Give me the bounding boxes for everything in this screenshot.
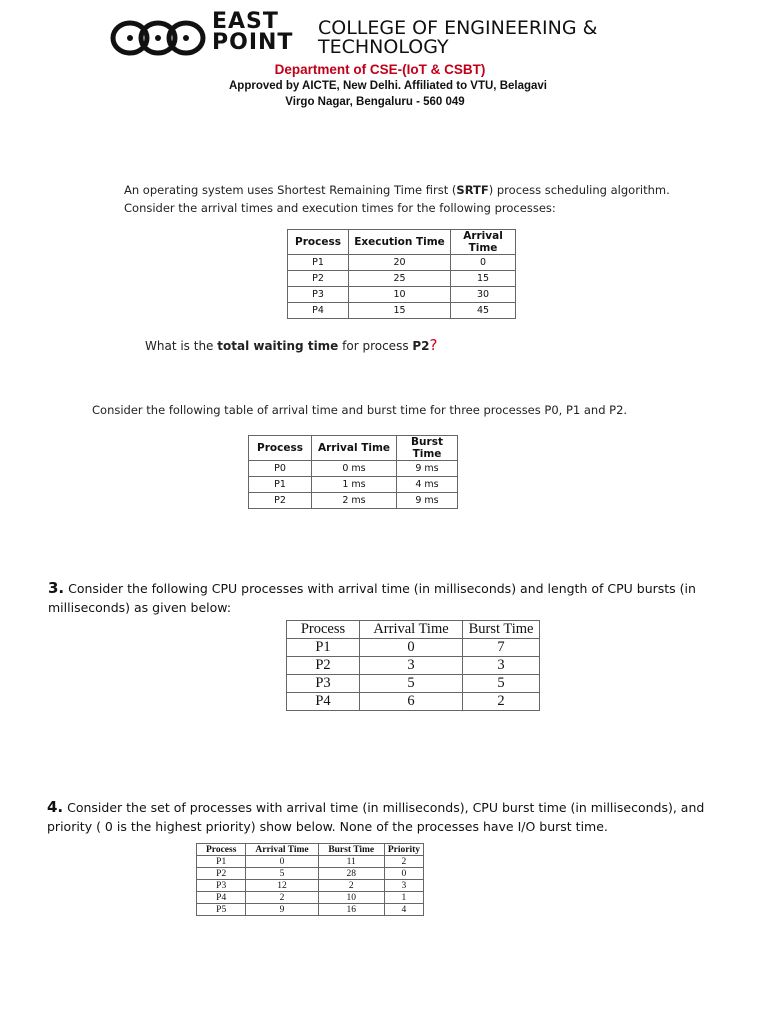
q1-table: [287, 229, 516, 319]
east-point-logo-icon: [110, 18, 206, 58]
table-cell: P1: [288, 255, 349, 271]
table-row: [249, 493, 458, 509]
college-name-line1: COLLEGE OF ENGINEERING &: [318, 17, 598, 39]
table-cell: 4 ms: [397, 477, 458, 493]
table-cell: 3: [360, 657, 463, 675]
table-header-cell: Arrival Time: [451, 230, 516, 255]
table-cell: 9 ms: [397, 461, 458, 477]
table-row: [288, 255, 516, 271]
table-cell: 0: [246, 856, 318, 868]
table-header-row: [249, 436, 458, 461]
table-cell: 1 ms: [312, 477, 397, 493]
table-cell: P0: [249, 461, 312, 477]
table-cell: 3: [463, 657, 540, 675]
table-cell: 0 ms: [312, 461, 397, 477]
q2-table: [248, 435, 458, 509]
table-cell: 0: [384, 868, 423, 880]
table-row: [197, 904, 424, 916]
table-cell: P4: [197, 892, 246, 904]
table-cell: 5: [463, 675, 540, 693]
table-cell: 6: [360, 693, 463, 711]
table-cell: P1: [287, 639, 360, 657]
table-cell: P1: [197, 856, 246, 868]
table-row: [197, 868, 424, 880]
table-cell: P2: [197, 868, 246, 880]
table-cell: 45: [451, 303, 516, 319]
table-header-cell: Process: [249, 436, 312, 461]
table-cell: 16: [318, 904, 384, 916]
table-row: [288, 271, 516, 287]
department-title: Department of CSE-(IoT & CSBT): [274, 62, 486, 77]
table-cell: 10: [349, 287, 451, 303]
table-header-cell: Priority: [384, 844, 423, 856]
q4-text-line1: 4. Consider the set of processes with arrival time (in milliseconds), CPU burst time (in milliseconds), and: [47, 798, 705, 816]
table-header-cell: Arrival Time: [360, 621, 463, 639]
table-row: [288, 303, 516, 319]
table-cell: 28: [318, 868, 384, 880]
table-cell: P2: [249, 493, 312, 509]
table-header-row: [288, 230, 516, 255]
table-cell: P1: [249, 477, 312, 493]
q1-intro-line1: An operating system uses Shortest Remaining Time first (SRTF) process scheduling algorithm.: [124, 183, 670, 197]
table-cell: 4: [384, 904, 423, 916]
table-cell: 20: [349, 255, 451, 271]
table-cell: 12: [246, 880, 318, 892]
table-cell: 5: [360, 675, 463, 693]
q3-table: [286, 620, 540, 711]
address-line: Virgo Nagar, Bengaluru - 560 049: [285, 96, 465, 108]
table-row: [287, 675, 540, 693]
brand-line2: POINT: [212, 30, 294, 55]
table-header-row: [287, 621, 540, 639]
table-header-cell: Process: [288, 230, 349, 255]
table-cell: P4: [288, 303, 349, 319]
table-header-cell: Process: [287, 621, 360, 639]
approval-line: Approved by AICTE, New Delhi. Affiliated to VTU, Belagavi: [229, 80, 547, 92]
table-row: [197, 892, 424, 904]
table-header-cell: Arrival Time: [246, 844, 318, 856]
table-row: [287, 639, 540, 657]
q1-question: What is the total waiting time for process P2?: [145, 336, 438, 354]
table-header-row: [197, 844, 424, 856]
table-header-cell: Process: [197, 844, 246, 856]
table-cell: P3: [288, 287, 349, 303]
table-cell: 3: [384, 880, 423, 892]
table-cell: 7: [463, 639, 540, 657]
table-header-cell: Burst Time: [318, 844, 384, 856]
q4-table: [196, 843, 424, 916]
table-cell: 2: [463, 693, 540, 711]
table-header-cell: Execution Time: [349, 230, 451, 255]
table-cell: 11: [318, 856, 384, 868]
table-row: [249, 477, 458, 493]
brand-line1: EAST: [212, 9, 279, 34]
table-cell: 10: [318, 892, 384, 904]
table-cell: 15: [451, 271, 516, 287]
table-row: [249, 461, 458, 477]
table-header-cell: Burst Time: [463, 621, 540, 639]
table-cell: 2 ms: [312, 493, 397, 509]
table-cell: 2: [318, 880, 384, 892]
table-cell: 1: [384, 892, 423, 904]
table-cell: 9 ms: [397, 493, 458, 509]
q3-text-line2: milliseconds) as given below:: [48, 600, 232, 615]
table-cell: P3: [287, 675, 360, 693]
table-cell: P4: [287, 693, 360, 711]
table-header-cell: Burst Time: [397, 436, 458, 461]
table-cell: 25: [349, 271, 451, 287]
table-cell: 2: [246, 892, 318, 904]
college-name-line2: TECHNOLOGY: [318, 36, 449, 58]
table-cell: 5: [246, 868, 318, 880]
table-cell: 2: [384, 856, 423, 868]
table-row: [197, 856, 424, 868]
q1-intro-line2: Consider the arrival times and execution times for the following processes:: [124, 201, 556, 215]
q4-text-line2: priority ( 0 is the highest priority) show below. None of the processes have I/O burst time.: [47, 819, 608, 834]
table-row: [197, 880, 424, 892]
table-cell: 0: [360, 639, 463, 657]
table-row: [287, 657, 540, 675]
table-cell: P5: [197, 904, 246, 916]
q3-text-line1: 3. Consider the following CPU processes with arrival time (in milliseconds) and length of CPU bursts (in: [48, 579, 696, 597]
table-cell: 15: [349, 303, 451, 319]
table-row: [287, 693, 540, 711]
table-header-cell: Arrival Time: [312, 436, 397, 461]
table-cell: 0: [451, 255, 516, 271]
table-cell: P3: [197, 880, 246, 892]
table-row: [288, 287, 516, 303]
q2-intro: Consider the following table of arrival time and burst time for three processes P0, P1 and P2.: [92, 403, 628, 417]
table-cell: P2: [287, 657, 360, 675]
table-cell: 9: [246, 904, 318, 916]
table-cell: P2: [288, 271, 349, 287]
table-cell: 30: [451, 287, 516, 303]
